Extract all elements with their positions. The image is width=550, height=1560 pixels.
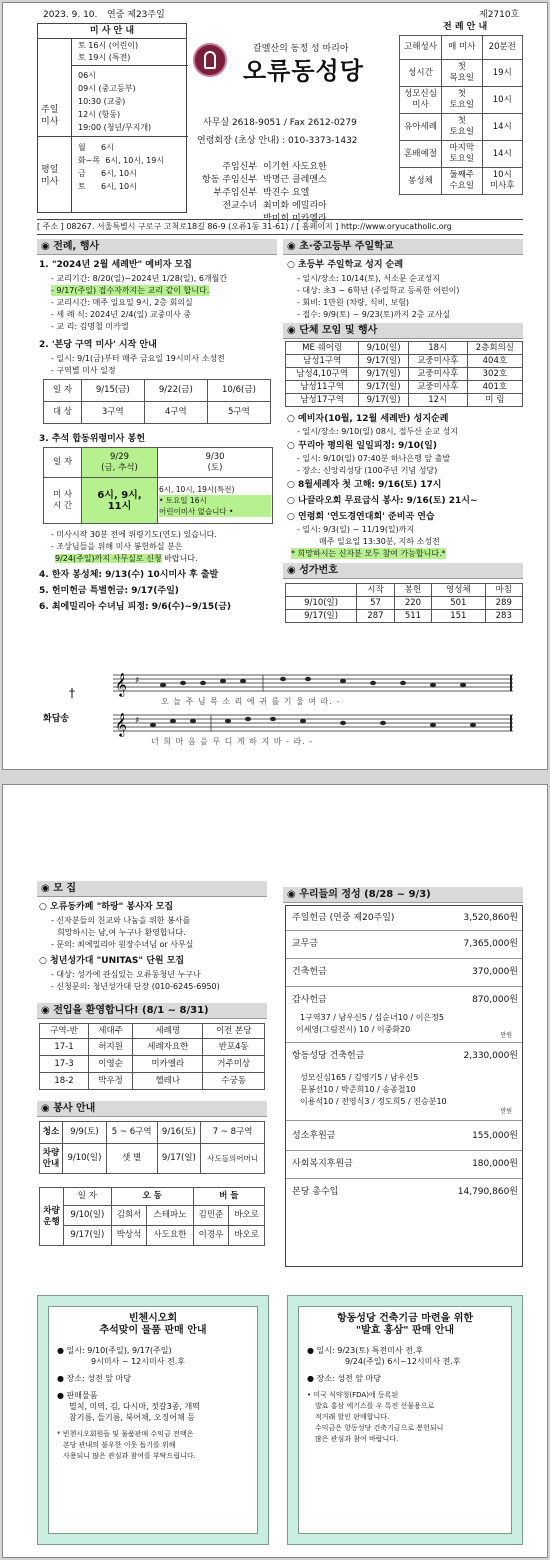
school-header: ◉ 초·중고등부 주일학교: [283, 239, 523, 255]
rites-title: 전 례 안 내: [443, 22, 488, 32]
welcome-table: 구역-반 세대주 세례명 이전 본당 17-1 허지원 세례자요한 반포4동 17-3 이영순 미카엘라 거주미상 18-2 박우정 헬레나 수궁동: [39, 1023, 265, 1090]
funeral-contact: 연령회장 (초상 안내) : 010-3373-1432: [197, 136, 358, 146]
svg-text:𝄞: 𝄞: [115, 712, 127, 736]
mass-schedule: 미 사 안 내 토 16시 (어린이) 토 19시 (특전) 주일 미사 06시 09시 (중고등부) 10:30 (교중) 12시 (항동) 19:00 (청년/무지개) 평일 미사 월 6시 화~목 6시, 10시, 19시 금 6시, 10시 토 6시, 10시: [37, 23, 187, 213]
svg-text:𝄞: 𝄞: [115, 672, 127, 696]
bulletin-page-2: ◉ 모 집 ○ 오류동카페 "하랑" 봉사자 모집 - 신자분들의 친교와 나눔을 위한 봉사를 희망하시는 남,여 누구나 환영합니다. - 문의: 최에밀리아 원장수녀님 or 사무실 ○ 청년성가대 "UNITAS" 단원 모집 - 대상: 성가에 관심있는 오류동청년 누구나 - 신청문의: 청년성가대 단장 (010-6245-6950) ◉ 전입을 환영합니다! (8/1 ~ 8/31) 구역-반 세대주 세례명 이전 본당 17-1 허지원 세례자요한 반포4동 17-3 이영순 미카엘라 거주미상 18-2 박우정 헬레나 수궁동 ◉ 봉사 안내 청소 9/9(토) 5 ~ 6구역 9/16(토) 7 ~ 8구역 차량 안내 9/10(일) 샛 별 9/17(일) 사도들의어머니 차량 운행 일 자 오 동 버 들 9/10(일) 김희서 스테파노 김민준 바오로 9/17(일) 박상석 사도요한 이경우 바오로 ◉ 우리들의 정성 (8/28 ~ 9/3) 주일헌금 (연중 제20주일) 3,520,860원 교무금 7,365,000원 건축헌금 370,000원 감사헌금 870,000원 1구역37 / 남우신5 / 심순녀10 / 이은정5 이세영(그림전시) 10 / 이중화20 만원 항동성당 건축헌금 2,330,000원 성모신심165 / 김영기5 / 남우신5 문봉선10 / 박준희10 / 송종철10 이용석10 / 전영식3 / 정도희5 / 진승분10 만원 성소후원금 155,000원 사회복지후원금 180,000원 본당 총수입 14,790,860원 빈첸시오회 추석맞이 물품 판매 안내 ● 일시: 9/10(주일), 9/17(주일) 9시미사 ~ 12시미사 전.후 ● 장소: 성전 앞 마당 ● 판매물품 멸치, 미역, 김, 다시마, 젓갈3종, 개떡 참기름, 들기름, 북어채, 오징어채 등 * 빈첸시오회원들 및 물품판매 수익금 전액은 본당 관내의 불우한 이웃 돕기를 위해 사용되니 많은 관심과 참여를 부탁드립니다. 항동성당 건축기금 마련을 위한 "발효 홍삼" 판매 안내 ● 일시: 9/23(토) 특전미사 전.후 9/24(주일) 6시~12시미사 전.후 ● 장소: 성전 앞 마당 • 미국 식약청(FDA)에 등록된 발효 홍삼 에기스를 우 특전 선물용으로 적거래 할인 판매합니다. 수익금은 항동성당 건축기금으로 봉헌되니 많은 관심과 참여 바랍니다.: [2, 784, 548, 1558]
ginseng-sale-notice: 항동성당 건축기금 마련을 위한 "발효 홍삼" 판매 안내 ● 일시: 9/23(토) 특전미사 전.후 9/24(주일) 6시~12시미사 전.후 ● 장소: 성전 앞 마당 • 미국 식약청(FDA)에 등록된 발효 홍삼 에기스를 우 특전 선물용으로 적거래 할인 판매합니다. 수익금은 항동성당 건축기금으로 봉헌되니 많은 관심과 참여 바랍니다.: [287, 1295, 523, 1545]
welcome-header: ◉ 전입을 환영합니다! (8/1 ~ 8/31): [37, 1003, 267, 1019]
recruit-header: ◉ 모 집: [37, 881, 267, 897]
staff-table: 주임신부 이기헌 사도요한 항동 주임신부 박명근 클레멘스 부주임신부 박진수 요엘 전교수녀 최미화 에밀리아 박미희 미카엘라: [202, 162, 327, 224]
hymns-header: ◉ 성가번호: [283, 563, 523, 579]
groups-table: ME 쉐어링 9/10(일) 18시 2층회의실 남성1구역 9/17(일) 교중미사후 404호 남성4,10구역 9/17(일) 교중미사후 302호 남성11구역 9/17(일) 교중미사후 401호 남성17구역 9/17(일) 12시 미 림: [285, 341, 523, 407]
hymns-table: 시작 봉헌 영성체 마침 9/10(일) 57 220 501 289 9/17(일) 287 511 151 283: [285, 583, 523, 623]
chuseok-mass-table: 일 자 9/29 (금, 추석) 9/30 (토) 미 사 시 간 6시, 9시, 11시 6시, 10시, 19시(특전) • 토요일 16시 어린이미사 없습니다 •: [43, 447, 273, 524]
weekday-mass-label: 평일 미사: [41, 165, 59, 187]
registration-highlight: - 9/17(주일) 접수자까지는 교리 같이 합니다.: [51, 286, 210, 295]
psalm-score: [113, 663, 523, 763]
zone-mass-table: 일 자 9/15(금) 9/22(금) 10/6(금) 대 상 3구역 4구역 5구역: [43, 379, 271, 424]
groups-header: ◉ 단체 모임 및 행사: [283, 323, 523, 339]
bulletin-page-1: 2023. 9. 10. 연중 제23주일 제2710호 미 사 안 내 토 16시 (어린이) 토 19시 (특전) 주일 미사 06시 09시 (중고등부) 10:30 (교중) 12시 (항동) 19:00 (청년/무지개) 평일 미사 월 6시 화~목 6시, 10시, 19시 금 6시, 10시 토 6시, 10시 갈멜산의 동정 성 마리아 오류동성당 사무실 2618-9051 / Fax 2612-0279 연령회장 (초상 안내) : 010-3373-1432 주임신부 이기헌 사도요한 항동 주임신부 박명근 클레멘스 부주임신부 박진수 요엘 전교수녀 최미화 에밀리아 박미희 미카엘라 전 례 안 내 고해성사 매 미사 20분전 성시간 첫 목요일 19시 성모신심 미사 첫 토요일 10시 유아세례 첫 토요일 14시 혼배예절 마지막 토요일 14시 봉성체 둘째주 수요일 10시 미사후 [ 주소 ] 08267. 서울특별시 구로구 고척로18길 86-9 (오류1동 31-61) / [ 홈페이지 ] http://www.oryucatholic.org ◉ 전례, 행사 1. "2024년 2월 세례반" 예비자 모집 - 교리기간: 8/20(일)~2024년 1/28(일), 6개월간 - 9/17(주일) 접수자까지는 교리 같이 합니다. - 교리시간: 매주 일요일 9시, 2층 회의실 - 세 례 식: 2024년 2/4(일) 교중미사 중 - 교 리: 김명철 미카엘 2. '본당 구역 미사' 시작 안내 - 일시: 9/1(금)부터 매주 금요일 19시미사 소성전 - 구역별 미사 일정 일 자 9/15(금) 9/22(금) 10/6(금) 대 상 3구역 4구역 5구역 3. 추석 합동위령미사 봉헌 일 자 9/29 (금, 추석) 9/30 (토) 미 사 시 간 6시, 9시, 11시 6시, 10시, 19시(특전) • 토요일 16시 어린이미사 없습니다 • - 미사시작 30분 전에 위령기도(연도) 있습니다. - 조상님들을 위해 미사 봉헌하실 분은 9/24(주일)까지 사무실로 신청 바랍니다. 4. 한자 봉성체: 9/13(수) 10시미사 후 출발 5. 헌미헌금 특별헌금: 9/17(주일) 6. 최에밀리아 수녀님 피정: 9/6(수)~9/15(금) ◉ 초·중고등부 주일학교 ○ 초등부 주일학교 성지 순례 - 일시/장소: 10/14(토), 서소문 순교성지 - 대상: 초3 ~ 6학년 (주일학교 등록한 어린이) - 회비: 1만원 (차량, 식비, 보험) - 접수: 9/9(토) ~ 9/23(토)까지 2층 교사실 ◉ 단체 모임 및 행사 ME 쉐어링 9/10(일) 18시 2층회의실 남성1구역 9/17(일) 교중미사후 404호 남성4,10구역 9/17(일) 교중미사후 302호 남성11구역 9/17(일) 교중미사후 401호 남성17구역 9/17(일) 12시 미 림 ○ 예비자(10월, 12월 세례반) 성지순례 - 일시/장소: 9/10(일) 08시, 절두산 순교 성지 ○ 꾸리아 평의원 일일피정: 9/10(일) - 일시: 9/10(일) 07:40분 하나은행 앞 출발 - 장소: 신앙리성당 (100주년 기념 성당) ○ 8월세례자 첫 고해: 9/16(토) 17시 ○ 나끌라오회 무료급식 봉사: 9/16(토) 21시~ ○ 연령회 '연도경연대회' 준비곡 연습 - 일시: 9/3(일) ~ 11/19(일)까지 매주 일요일 13:30분, 지하 소성전 * 희망하시는 신자분 모두 참여 가능합니다.* ◉ 성가번호 시작 봉헌 영성체 마침 9/10(일) 57 220 501 289 9/17(일) 287 511 151 283 † 화답송 𝄞 𝄞 ♯ ♯ 오 늘 주 님 목 소 리 에 귀 를 기 울 여 라. - 너 희 마 음 을 무 디 게 하 지 마 - 라. -: [2, 2, 548, 770]
issue-date: 2023. 9. 10.: [43, 10, 98, 20]
cross-icon: †: [69, 686, 75, 700]
issue-number: 제2710호: [479, 10, 520, 20]
psalm-lyric-1: 오 늘 주 님 목 소 리 에 귀 를 기 울 여 라. -: [161, 697, 341, 706]
driving-table: 차량 운행 일 자 오 동 버 들 9/10(일) 김희서 스테파노 김민준 바오로 9/17(일) 박상석 사도요한 이경우 바오로: [39, 1187, 265, 1246]
offering-header: ◉ 우리들의 정성 (8/28 ~ 9/3): [283, 887, 523, 903]
liturgy-header: ◉ 전례, 행사: [37, 239, 277, 255]
service-header: ◉ 봉사 안내: [37, 1101, 267, 1117]
vincent-sale-notice: 빈첸시오회 추석맞이 물품 판매 안내 ● 일시: 9/10(주일), 9/17(주일) 9시미사 ~ 12시미사 전.후 ● 장소: 성전 앞 마당 ● 판매물품 멸치, 미역, 김, 다시마, 젓갈3종, 개떡 참기름, 들기름, 북어채, 오징어채 등 * 빈첸시오회원들 및 물품판매 수익금 전액은 본당 관내의 불우한 이웃 돕기를 위해 사용되니 많은 관심과 참여를 부탁드립니다.: [37, 1295, 269, 1545]
svg-text:♯: ♯: [135, 676, 140, 686]
service-table: 청소 9/9(토) 5 ~ 6구역 9/16(토) 7 ~ 8구역 차량 안내 9/10(일) 샛 별 9/17(일) 사도들의어머니: [39, 1121, 265, 1174]
address-bar: [ 주소 ] 08267. 서울특별시 구로구 고척로18길 86-9 (오류1동 31-61) / [ 홈페이지 ] http://www.oryucatholic.org: [37, 219, 523, 235]
mass-title: 미 사 안 내: [38, 24, 186, 39]
rites-table: 고해성사 매 미사 20분전 성시간 첫 목요일 19시 성모신심 미사 첫 토요일 10시 유아세례 첫 토요일 14시 혼배예절 마지막 토요일 14시 봉성체 둘째주 수요일 10시 미사후: [399, 35, 523, 195]
psalm-label: 화답송: [43, 714, 70, 724]
parish-title: 오류동성당: [243, 57, 364, 85]
office-phone: 사무실 2618-9051 / Fax 2612-0279: [203, 118, 357, 128]
psalm-lyric-2: 너 희 마 음 을 무 디 게 하 지 마 - 라. -: [151, 737, 314, 746]
offering-table: 주일헌금 (연중 제20주일) 3,520,860원 교무금 7,365,000원 건축헌금 370,000원 감사헌금 870,000원 1구역37 / 남우신5 / 심순녀10 / 이은정5 이세영(그림전시) 10 / 이중화20 만원 항동성당 건축헌금 2,330,000원 성모신심165 / 김영기5 / 남우신5 문봉선10 / 박준희10 / 송종철10 이용석10 / 전영식3 / 정도희5 / 진승분10 만원 성소후원금 155,000원 사회복지후원금 180,000원 본당 총수입 14,790,860원: [285, 905, 523, 1267]
sunday-mass-label: 주일 미사: [41, 105, 59, 127]
sunday-name: 연중 제23주일: [107, 10, 165, 20]
parish-subtitle: 갈멜산의 동정 성 마리아: [253, 44, 349, 54]
parish-logo: [193, 43, 227, 77]
svg-text:♯: ♯: [135, 716, 140, 726]
